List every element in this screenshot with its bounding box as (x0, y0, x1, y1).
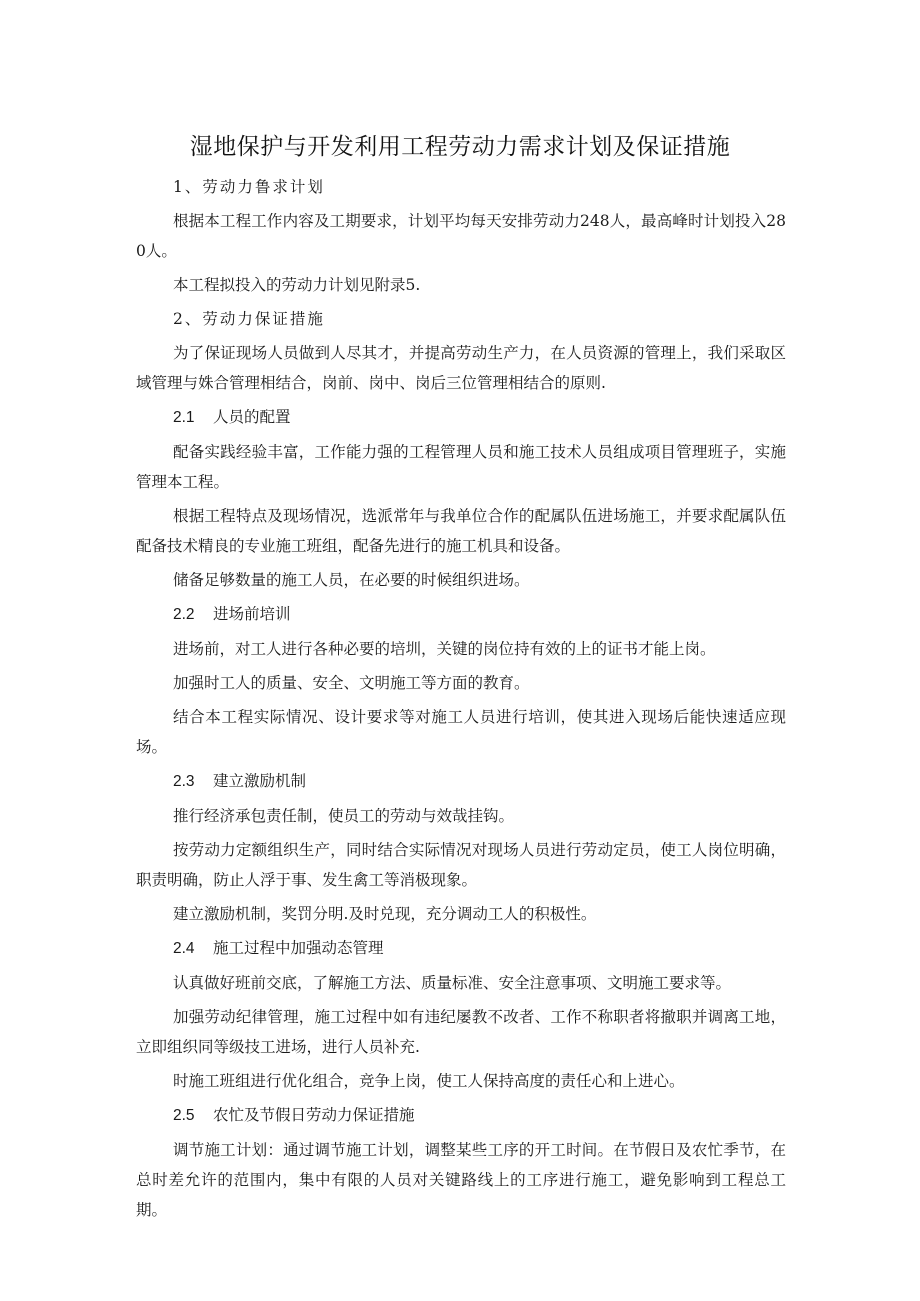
paragraph: 储备足够数量的施工人员，在必要的时候组织进场。 (173, 571, 530, 589)
paragraph: 本工程拟投入的劳动力计划见附录5. (173, 276, 421, 294)
subsection-title: 农忙及节假日劳动力保证措施 (213, 1106, 415, 1124)
paragraph: 配备实践经验丰富，工作能力强的工程管理人员和施工技术人员组成项目管理班子，实施管理本工程。 (136, 443, 786, 491)
section-heading: 2、劳动力保证措施 (173, 310, 325, 328)
paragraph: 时施工班组进行优化组合，竞争上岗，使工人保持高度的责任心和上进心。 (173, 1072, 685, 1090)
subsection-number: 2.3 (173, 773, 195, 790)
subsection-title: 建立激励机制 (213, 772, 307, 790)
subsection-heading (136, 402, 786, 433)
subsection-heading (136, 1100, 786, 1131)
subsection-heading (136, 599, 786, 630)
subsection-number: 2.2 (173, 606, 195, 623)
paragraph: 根据工程特点及现场情况，选派常年与我单位合作的配属队伍进场施工，并要求配属队伍配备技术精良的专业施工班组，配备先进行的施工机具和设备。 (136, 507, 786, 555)
subsection-heading (136, 933, 786, 964)
paragraph: 加强时工人的质量、安全、文明施工等方面的教育。 (173, 674, 530, 692)
document-title: 湿地保护与开发利用工程劳动力需求计划及保证措施 (189, 134, 731, 160)
paragraph: 结合本工程实际情况、设计要求等对施工人员进行培训，使其进入现场后能快速适应现场。 (136, 708, 786, 756)
paragraph: 调节施工计划：通过调节施工计划，调整某些工序的开工时间。在节假日及农忙季节，在总时差允许的范围内，集中有限的人员对关键路线上的工序进行施工，避免影响到工程总工期。 (136, 1141, 786, 1219)
subsection-heading (136, 766, 786, 797)
paragraph: 按劳动力定额组织生产，同时结合实际情况对现场人员进行劳动定员，使工人岗位明确，职责明确，防止人浮于事、发生禽工等消极现象。 (136, 841, 786, 889)
subsection-title: 人员的配置 (213, 408, 291, 426)
subsection-title: 进场前培训 (213, 605, 291, 623)
subsection-number: 2.1 (173, 409, 195, 426)
subsection-number: 2.5 (173, 1107, 195, 1124)
paragraph: 为了保证现场人员做到人尽其才，并提高劳动生产力，在人员资源的管理上，我们采取区域管理与姝合管理相结合，岗前、岗中、岗后三位管理相结合的原则. (136, 344, 786, 392)
subsection-title: 施工过程中加强动态管理 (213, 939, 384, 957)
paragraph: 建立激励机制，奖罚分明.及时兑现，充分调动工人的积极性。 (173, 905, 597, 923)
paragraph: 认真做好班前交底，了解施工方法、质量标准、安全注意事项、文明施工要求等。 (173, 974, 732, 992)
paragraph: 加强劳动纪律管理，施工过程中如有违纪屡教不改者、工作不称职者将撤职并调离工地，立即组织同等级技工进场，进行人员补充. (136, 1008, 786, 1056)
paragraph: 根据本工程工作内容及工期要求，计划平均每天安排劳动力248人，最高峰时计划投入280人。 (136, 212, 786, 260)
paragraph: 推行经济承包责任制，使员工的劳动与效哉挂钩。 (173, 807, 515, 825)
section-heading: 1、劳动力鲁求计划 (173, 178, 325, 196)
document-body (136, 172, 786, 1229)
subsection-number: 2.4 (173, 940, 195, 957)
paragraph: 进场前，对工人进行各种必要的培圳，关键的岗位持有效的上的证书才能上岗。 (173, 640, 716, 658)
